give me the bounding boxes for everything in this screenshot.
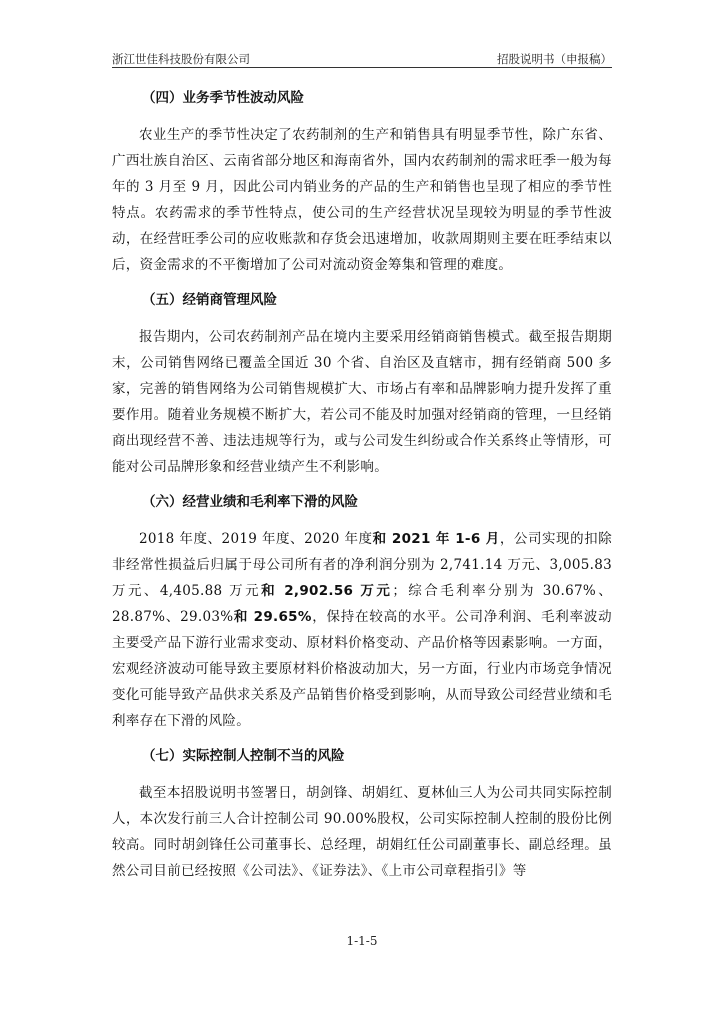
section-title-seasonal-risk: （四）业务季节性波动风险 (142, 90, 304, 106)
section-title-performance-risk: （六）经营业绩和毛利率下滑的风险 (142, 494, 358, 510)
page-header (112, 47, 612, 68)
text-run-bold: 和 2021 年 1-6 月 (372, 531, 500, 547)
section-title-controller-risk: （七）实际控制人控制不当的风险 (142, 748, 345, 764)
document-body (112, 86, 612, 894)
section-paragraph-distributor-risk: 报告期内，公司农药制剂产品在境内主要采用经销商销售模式。截至报告期期末，公司销售网络已覆盖全国近 30 个省、自治区及直辖市，拥有经销商 500 多家，完善的销售网络为公司销售规模扩大、市场占有率和品牌影响力提升发挥了重要作用。随着业务规模不断扩大，若公司不能及时加强对经销商的管理，一旦经销商出现经营不善、违法违规等行为，或与公司发生纠纷或合作关系终止等情形，可能对公司品牌形象和经营业绩产生不利影响。 (112, 329, 612, 475)
text-run-bold: 和 2,902.56 万元 (261, 583, 393, 599)
section-paragraph-controller-risk: 截至本招股说明书签署日，胡剑锋、胡娟红、夏林仙三人为公司共同实际控制人，本次发行前三人合计控制公司 90.00%股权，公司实际控制人控制的股份比例较高。同时胡剑锋任公司董事长、总经理，胡娟红任公司副董事长、副总经理。虽然公司目前已经按照《公司法》、《证券法》、《上市公司章程指引》等 (112, 785, 612, 879)
text-run-bold: 和 29.65% (233, 609, 312, 625)
text-run: ，公司实现的扣除非经常性损益后归属于母公司所有者的净利润分别为 2,741.14 万元、3,005.83 万元、4,405.88 万元 (112, 531, 613, 599)
text-run: ，保持在较高的水平。公司净利润、毛利率波动主要受产品下游行业需求变动、原材料价格变动、产品价格等因素影响。一方面，宏观经济波动可能导致主要原材料价格波动加大，另一方面，行业内市场竞争情况变化可能导致产品供求关系及产品销售价格受到影响，从而导致公司经营业绩和毛利率存在下滑的风险。 (112, 609, 612, 729)
text-run: 2018 年度、2019 年度、2020 年度 (139, 531, 373, 547)
header-company-name: 浙江世佳科技股份有限公司 (112, 52, 250, 66)
header-document-title: 招股说明书（申报稿） (497, 52, 612, 66)
section-title-distributor-risk: （五）经销商管理风险 (142, 292, 277, 308)
text-run: ；综合毛利率分别为 30.67%、28.87%、29.03% (112, 583, 612, 625)
section-paragraph-seasonal-risk: 农业生产的季节性决定了农药制剂的生产和销售具有明显季节性，除广东省、广西壮族自治区、云南省部分地区和海南省外，国内农药制剂的需求旺季一般为每年的 3 月至 9 月，因此公司内销业务的产品的生产和销售也呈现了相应的季节性特点。农药需求的季节性特点，使公司的生产经营状况呈现较为明显的季节性波动，在经营旺季公司的应收账款和存货会迅速增加，收款周期则主要在旺季结束以后，资金需求的不平衡增加了公司对流动资金筹集和管理的难度。 (112, 127, 612, 273)
page-number: 1-1-5 (346, 934, 378, 948)
section-paragraph-performance-risk (112, 526, 612, 734)
